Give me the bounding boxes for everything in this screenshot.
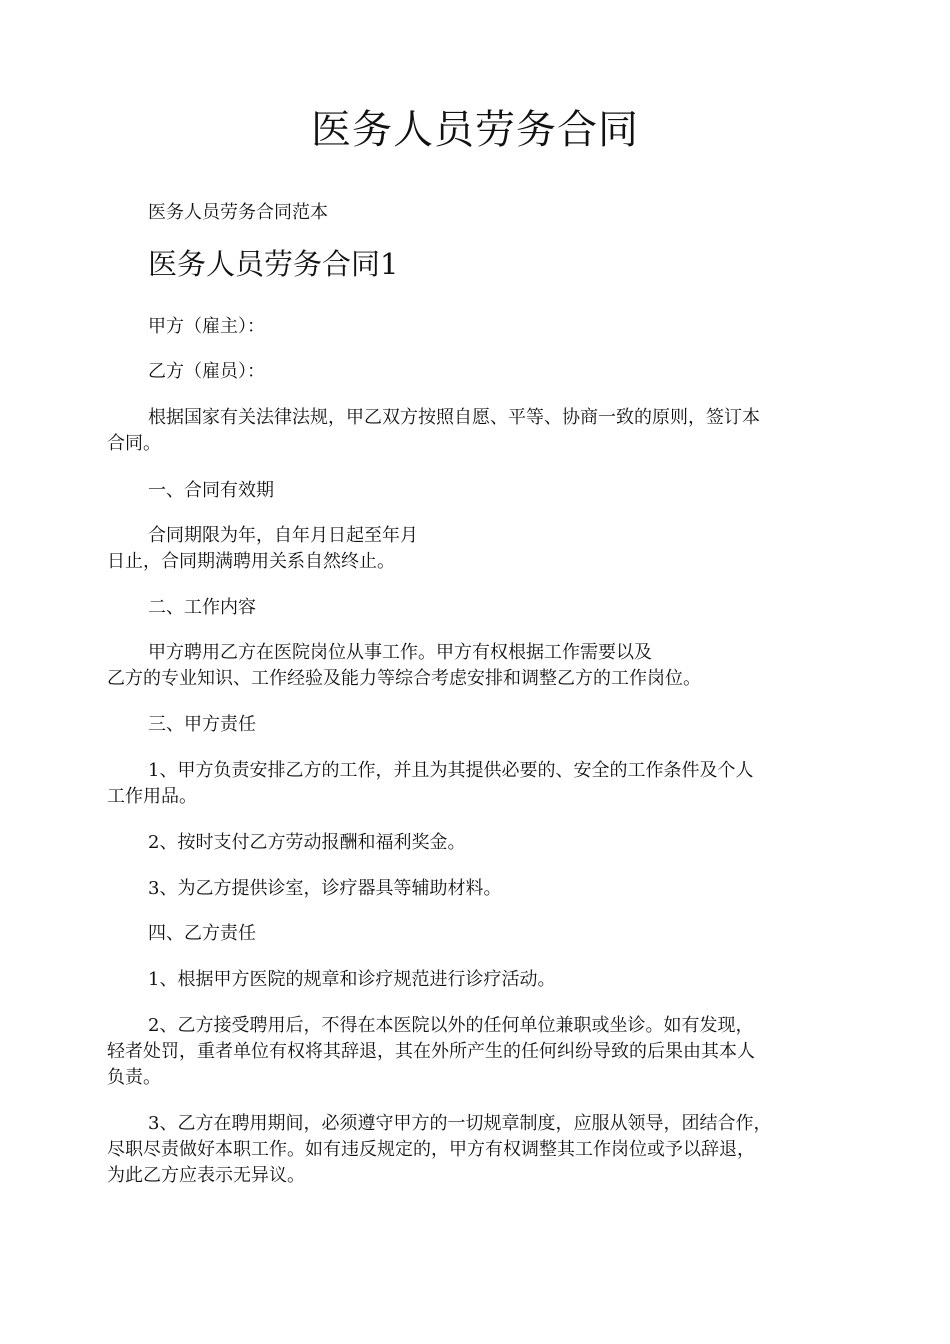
section1-heading (107, 478, 842, 504)
section4-item2-line-3: 负责。 (107, 1067, 161, 1088)
party-b-text: 乙方（雇员）： (148, 361, 265, 382)
section3-item2 (107, 830, 842, 856)
section1-line-1: 合同期限为年，自年月日起至年月 (148, 525, 418, 546)
section4-heading (107, 921, 842, 947)
section3-item1-line-1: 1、甲方负责安排乙方的工作，并且为其提供必要的、安全的工作条件及个人 (148, 760, 754, 781)
section2-heading-text: 二、工作内容 (148, 597, 256, 618)
intro-paragraph (107, 405, 842, 457)
document-title: 医务人员劳务合同 (311, 107, 639, 153)
section4-item2 (107, 1013, 842, 1091)
contract-heading: 医务人员劳务合同1 (148, 247, 399, 281)
intro-line-1: 根据国家有关法律法规，甲乙双方按照自愿、平等、协商一致的原则，签订本 (148, 407, 760, 428)
section4-item3-line-1: 3、乙方在聘用期间，必须遵守甲方的一切规章制度，应服从领导，团结合作， (148, 1113, 772, 1134)
section1-heading-text: 一、合同有效期 (148, 480, 274, 501)
section3-item3-text: 3、为乙方提供诊室，诊疗器具等辅助材料。 (148, 878, 502, 899)
section2-line-2: 乙方的专业知识、工作经验及能力等综合考虑安排和调整乙方的工作岗位。 (107, 668, 701, 689)
section3-heading (107, 712, 842, 738)
section4-item3 (107, 1111, 842, 1189)
section4-item1 (107, 967, 842, 993)
party-a-line (107, 314, 842, 340)
section4-item3-line-3: 为此乙方应表示无异议。 (107, 1165, 305, 1186)
party-b-line (107, 359, 842, 385)
section2-paragraph (107, 640, 842, 692)
section4-item2-line-1: 2、乙方接受聘用后，不得在本医院以外的任何单位兼职或坐诊。如有发现， (148, 1015, 754, 1036)
section4-item1-text: 1、根据甲方医院的规章和诊疗规范进行诊疗活动。 (148, 969, 556, 990)
section3-item1 (107, 758, 842, 810)
section1-line-2: 日止，合同期满聘用关系自然终止。 (107, 551, 395, 572)
section3-heading-text: 三、甲方责任 (148, 714, 256, 735)
section4-item2-line-2: 轻者处罚，重者单位有权将其辞退，其在外所产生的任何纠纷导致的后果由其本人 (107, 1041, 755, 1062)
section3-item2-text: 2、按时支付乙方劳动报酬和福利奖金。 (148, 832, 466, 853)
section4-heading-text: 四、乙方责任 (148, 923, 256, 944)
section3-item1-line-2: 工作用品。 (107, 786, 197, 807)
intro-line-2: 合同。 (107, 433, 161, 454)
section1-paragraph (107, 523, 842, 575)
document-subtitle: 医务人员劳务合同范本 (148, 202, 328, 223)
section3-item3 (107, 876, 842, 902)
section4-item3-line-2: 尽职尽责做好本职工作。如有违反规定的，甲方有权调整其工作岗位或予以辞退， (107, 1139, 755, 1160)
section2-heading (107, 595, 842, 621)
section2-line-1: 甲方聘用乙方在医院岗位从事工作。甲方有权根据工作需要以及 (148, 642, 652, 663)
party-a-text: 甲方（雇主）： (148, 316, 265, 337)
